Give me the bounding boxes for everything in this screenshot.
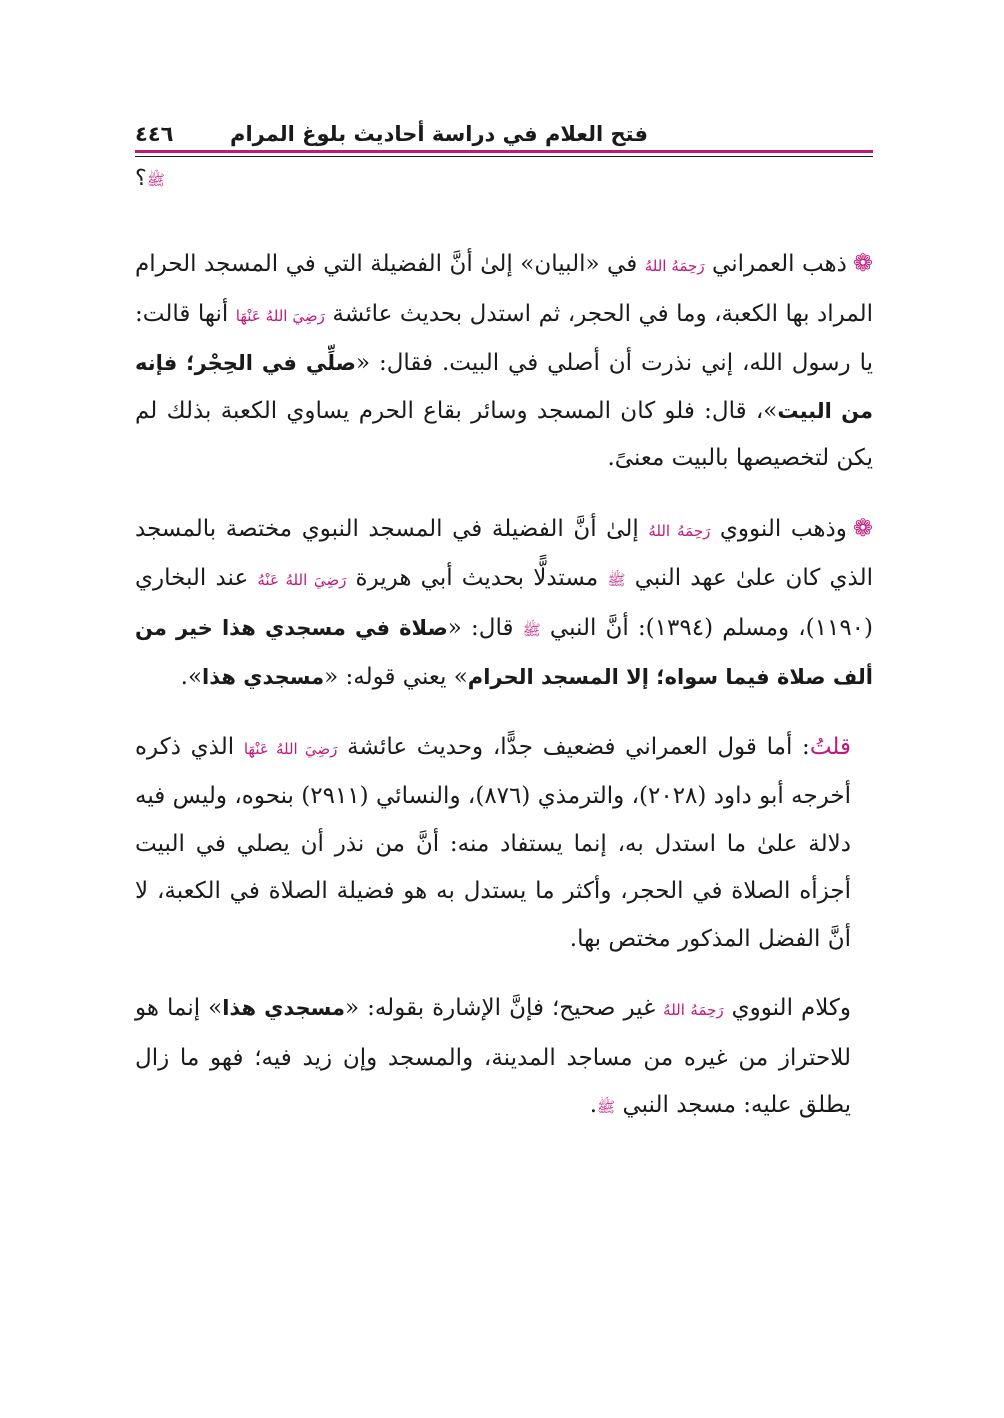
hadith-quote-bold: مسجدي هذا xyxy=(202,665,325,689)
salla-honorific: ﷺ xyxy=(607,571,626,589)
paragraph-1 xyxy=(135,240,873,483)
rahimahullah-honorific: رَحِمَهُ اللهُ xyxy=(663,1001,724,1019)
rahimahullah-honorific: رَحِمَهُ اللهُ xyxy=(648,521,711,540)
p4-text-c: » إنما هو للاحتراز من غيره من مساجد المدينة، والمسجد وإن زيد فيه؛ فهو ما زال يطلق عليه: مسجد النبي xyxy=(135,995,851,1118)
p3-text-b: الذي ذكره أخرجه أبو داود (٢٠٢٨)، والترمذي (٨٧٦)، والنسائي (٢٩١١) بنحوه، وليس فيه دلالة علىٰ ما استدل به، إنما يستفاد منه: أنَّ من نذر أن يصلي في البيت أجزأه الصلاة في الحجر، وأكثر ما يستدل به هو فضيلة الصلاة في الكعبة، لا أنَّ الفضل المذكور مختص بها. xyxy=(135,733,851,952)
p2-text-g: ». xyxy=(180,664,203,690)
hadith-quote-bold: مسجدي هذا xyxy=(222,996,346,1020)
header-rule-pink xyxy=(135,150,873,153)
carryover-line xyxy=(135,166,165,193)
paragraph-2 xyxy=(135,505,873,702)
p2-text-b: إلىٰ أنَّ الفضيلة في المسجد النبوي مختصة بالمسجد الذي كان علىٰ عهد النبي xyxy=(135,515,874,591)
hadith-quote-bold: صلاة في مسجدي هذا خير من ألف صلاة فيما سواه؛ إلا المسجد الحرام xyxy=(135,615,873,689)
p2-text-d: عند البخاري (١١٩٠)، ومسلم (١٣٩٤): أنَّ النبي xyxy=(135,565,874,641)
p2-text-f: » يعني قوله: « xyxy=(324,664,468,690)
running-header xyxy=(135,112,873,152)
page-number: ٤٤٦ xyxy=(135,122,174,146)
hadith-quote-bold: صلِّي في الحِجْر؛ فإنه من البيت xyxy=(135,351,873,423)
book-title: فتح العلام في دراسة أحاديث بلوغ المرام xyxy=(230,122,648,146)
flower-bullet-icon: ❁ xyxy=(852,249,874,277)
paragraph-3 xyxy=(135,724,873,964)
body-text xyxy=(135,240,873,1154)
salla-honorific: ﷺ xyxy=(522,620,541,639)
header-rule-black xyxy=(135,156,873,157)
p4-text-b: غير صحيح؛ فإنَّ الإشارة بقوله: « xyxy=(345,995,656,1021)
paragraph-4 xyxy=(135,985,873,1132)
radiyallahu-anhu-honorific: رَضِيَ اللهُ عَنْهُ xyxy=(257,571,347,589)
p1-text-c: أنها قالت: يا رسول الله، إني نذرت أن أصلي في البيت. فقال: « xyxy=(135,300,873,376)
p2-text-c: مستدلًّا بحديث أبي هريرة xyxy=(355,565,599,591)
rahimahullah-honorific: رَحِمَهُ اللهُ xyxy=(644,257,705,275)
p4-text-a: وكلام النووي xyxy=(731,995,851,1021)
p4-text-d: . xyxy=(589,1092,597,1118)
radiyallahu-anha-honorific: رَضِيَ اللهُ عَنْهَا xyxy=(235,306,325,325)
flower-bullet-icon: ❁ xyxy=(852,513,873,542)
carryover-question-mark: ؟ xyxy=(135,166,147,191)
salla-honorific: ﷺ xyxy=(146,171,165,189)
qult-label: قلتُ xyxy=(809,733,852,760)
p2-text-a: وذهب النووي xyxy=(719,515,847,542)
radiyallahu-anha-honorific: رَضِيَ اللهُ عَنْهَا xyxy=(243,739,338,758)
salla-honorific: ﷺ xyxy=(597,1098,616,1116)
p1-text-d: »، قال: فلو كان المسجد وسائر بقاع الحرم يساوي الكعبة بذلك لم يكن لتخصيصها بالبيت معنىً. xyxy=(135,397,873,471)
p1-text-a: ذهب العمراني xyxy=(712,251,847,277)
p3-text-a: : أما قول العمراني فضعيف جدًّا، وحديث عائشة xyxy=(347,733,810,760)
p2-text-e: قال: « xyxy=(447,614,514,641)
p1-text-b: في «البيان» إلىٰ أنَّ الفضيلة التي في المسجد الحرام المراد بها الكعبة، وما في الحجر، ثم استدل بحديث عائشة xyxy=(135,251,874,327)
